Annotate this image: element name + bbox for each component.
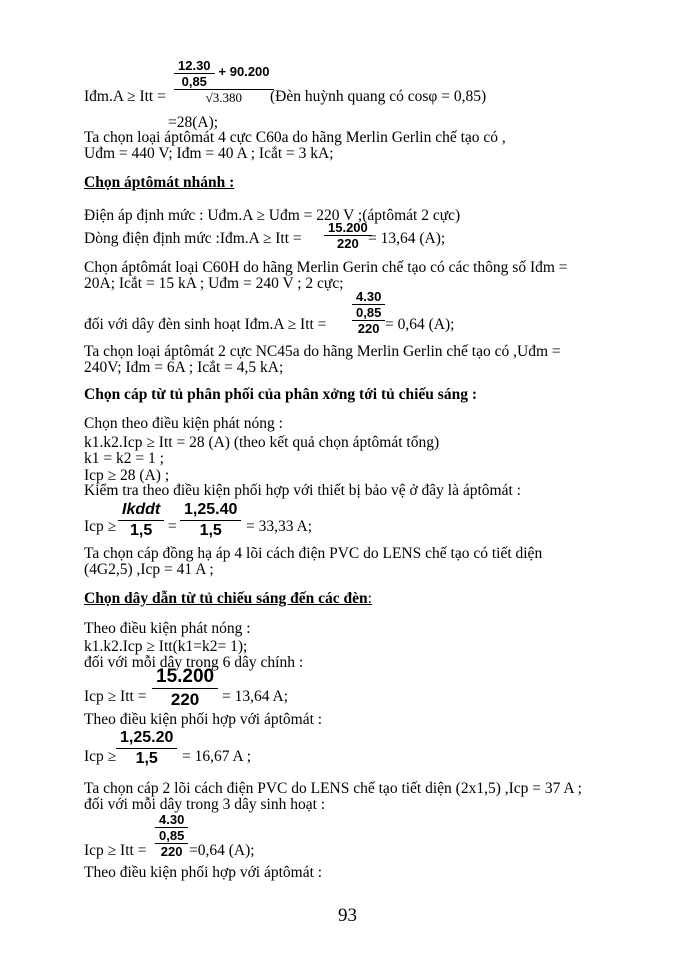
fraction: Ikddt 1,5 [118, 500, 164, 541]
fraction-addend: + 90.200 [218, 64, 270, 79]
text-line: Uđm = 440 V; Iđm = 40 A ; Icắt = 3 kA; [84, 145, 334, 162]
formula-lhs: Icp ≥ Itt = [84, 688, 147, 705]
text-line: k1.k2.Icp ≥ Itt(k1=k2= 1); [84, 638, 248, 655]
text-line: Ta chọn loại áptômát 4 cực C60a do hãng Merlin Gerlin chế tạo có , [84, 129, 506, 146]
fraction: 1,25.20 1,5 [116, 728, 177, 769]
fraction: 4.30 0,85 220 [155, 812, 188, 859]
formula-lhs: Icp ≥ [84, 748, 117, 765]
formula-lhs: Icp ≥ [84, 518, 117, 535]
formula-lhs: Iđm.A ≥ Itt = [84, 88, 166, 105]
text-line: Chọn theo điều kiện phát nóng : [84, 415, 283, 432]
text-line: Chọn áptômát loại C60H do hãng Merlin Gerin chế tạo có các thông số Iđm = [84, 259, 568, 276]
formula-rhs: = 13,64 (A); [368, 230, 446, 247]
equals-sign: = [168, 518, 177, 535]
fraction: 15.200 220 [152, 666, 218, 710]
text-line: 240V; Iđm = 6A ; Icắt = 4,5 kA; [84, 359, 284, 376]
section-heading: Chọn cáp từ tủ phân phối của phân xởng tới tủ chiếu sáng : [84, 386, 477, 403]
fraction: 4.30 0,85 220 [352, 289, 385, 336]
fraction-numerator: 12.30 [178, 58, 211, 73]
text-line: (4G2,5) ,Icp = 41 A ; [84, 561, 214, 578]
text-line: k1.k2.Icp ≥ Itt = 28 (A) (theo kết quả chọn áptômát tổng) [84, 434, 440, 451]
text-line: Ta chọn loại áptômát 2 cực NC45a do hãng Merlin Gerlin chế tạo có ,Uđm = [84, 343, 561, 360]
text-line: Ta chọn cáp đồng hạ áp 4 lõi cách điện PVC do LENS chế tạo có tiết diện [84, 545, 543, 562]
text-line: Icp ≥ 28 (A) ; [84, 467, 170, 484]
formula-rhs: = 33,33 A; [246, 518, 313, 535]
fraction-denominator: √3.380 [205, 90, 242, 105]
fraction: 15.200 220 [324, 220, 372, 251]
text-line: Ta chọn cáp 2 lõi cách điện PVC do LENS chế tạo tiết diện (2x1,5) ,Icp = 37 A ; [84, 780, 582, 797]
formula-rhs: =0,64 (A); [189, 842, 255, 859]
page-number: 93 [338, 905, 357, 926]
text-line: đối với mỗi dây trong 3 dây sinh hoạt : [84, 796, 326, 813]
formula-rhs: = 13,64 A; [222, 688, 289, 705]
section-heading: Chọn áptômát nhánh : [84, 174, 235, 191]
formula-lhs: Icp ≥ Itt = [84, 842, 147, 859]
cosphi-note: (Đèn huỳnh quang có cosφ = 0,85) [270, 88, 487, 105]
formula-rhs: = 0,64 (A); [385, 316, 455, 333]
text-line: k1 = k2 = 1 ; [84, 450, 164, 467]
formula-lhs: Dòng điện định mức :Iđm.A ≥ Itt = [84, 230, 302, 247]
text-line: Theo điều kiện phát nóng : [84, 620, 251, 637]
text-line: Theo điều kiện phối hợp với áptômát : [84, 711, 323, 728]
formula-lhs: đối với dây đèn sinh hoạt Iđm.A ≥ Itt = [84, 316, 327, 333]
section-heading: Chọn dây dẫn từ tủ chiếu sáng đến các đèn: [84, 590, 372, 607]
text-line: đối với mỗi dây trong 6 dây chính : [84, 654, 304, 671]
formula-itt-main [174, 58, 274, 105]
text-line: 20A; Icắt = 15 kA ; Uđm = 240 V ; 2 cực; [84, 275, 344, 292]
formula-rhs: = 16,67 A ; [182, 748, 252, 765]
fraction-denominator: 0,85 [181, 74, 207, 89]
text-line: Theo điều kiện phối hợp với áptômát : [84, 864, 323, 881]
text-line: Điện áp định mức : Uđm.A ≥ Uđm = 220 V ;(áptômát 2 cực) [84, 207, 461, 224]
formula-result: =28(A); [168, 114, 219, 131]
fraction: 1,25.40 1,5 [180, 500, 241, 541]
text-line: Kiểm tra theo điều kiện phối hợp với thiết bị bảo vệ ở đây là áptômát : [84, 482, 521, 499]
